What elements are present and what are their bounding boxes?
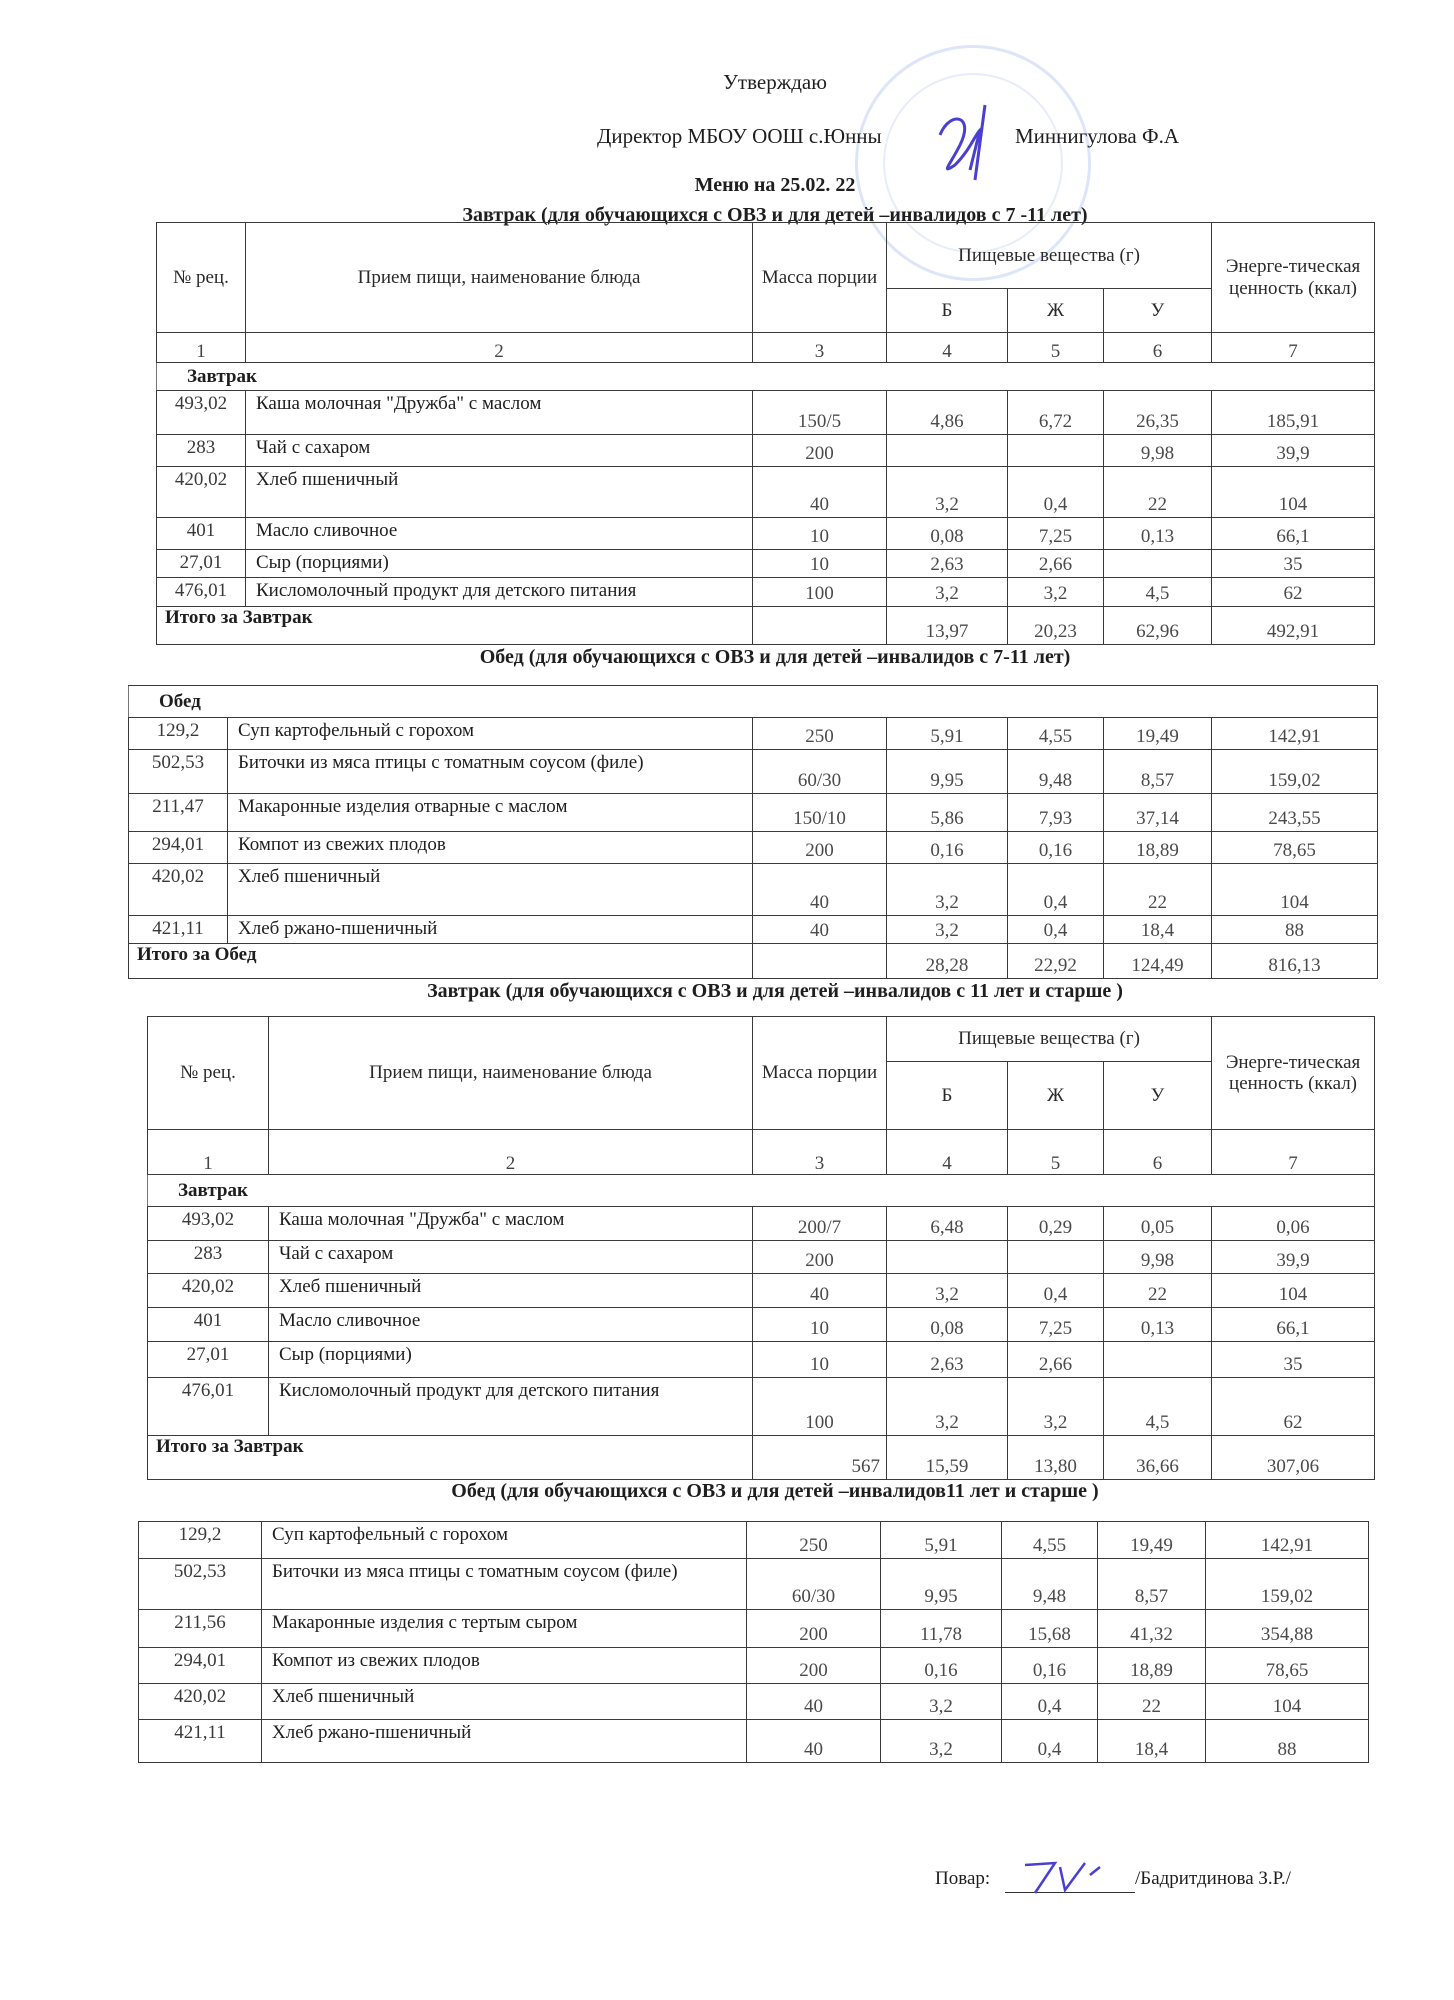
recipe-code: 211,47 xyxy=(129,794,228,832)
energy: 354,88 xyxy=(1206,1610,1369,1648)
header-fat: Ж xyxy=(1008,1062,1104,1130)
carbs: 4,5 xyxy=(1104,578,1212,607)
portion-mass: 250 xyxy=(753,718,887,750)
energy: 66,1 xyxy=(1212,518,1375,550)
dish-name: Кисломолочный продукт для детского питания xyxy=(246,578,753,607)
portion-mass: 40 xyxy=(747,1684,881,1720)
column-index: 2 xyxy=(269,1130,753,1175)
total-fat: 20,23 xyxy=(1008,607,1104,645)
carbs: 37,14 xyxy=(1104,794,1212,832)
fat: 9,48 xyxy=(1002,1559,1098,1610)
recipe-code: 129,2 xyxy=(139,1522,262,1559)
energy: 142,91 xyxy=(1206,1522,1369,1559)
total-energy: 492,91 xyxy=(1212,607,1375,645)
protein: 2,63 xyxy=(887,550,1008,578)
dish-name: Компот из свежих плодов xyxy=(228,832,753,864)
header-nutrients: Пищевые вещества (г) xyxy=(887,223,1212,289)
protein: 3,2 xyxy=(887,864,1008,916)
carbs: 18,89 xyxy=(1098,1648,1206,1684)
protein: 6,48 xyxy=(887,1207,1008,1241)
portion-mass: 200 xyxy=(753,435,887,467)
header-carbs: У xyxy=(1104,1062,1212,1130)
energy: 159,02 xyxy=(1212,750,1378,794)
table-row xyxy=(139,1559,1369,1610)
column-index: 5 xyxy=(1008,1130,1104,1175)
table-row xyxy=(129,794,1378,832)
table-row xyxy=(157,550,1375,578)
fat xyxy=(1008,1241,1104,1274)
section-row xyxy=(129,686,1378,718)
portion-mass: 40 xyxy=(753,467,887,518)
energy: 104 xyxy=(1212,1274,1375,1308)
recipe-code: 27,01 xyxy=(157,550,246,578)
energy: 243,55 xyxy=(1212,794,1378,832)
energy: 88 xyxy=(1206,1720,1369,1763)
total-energy: 307,06 xyxy=(1212,1436,1375,1480)
carbs: 0,13 xyxy=(1104,1308,1212,1342)
protein: 0,08 xyxy=(887,1308,1008,1342)
table-row xyxy=(129,864,1378,916)
header-code: № рец. xyxy=(157,223,246,333)
protein: 3,2 xyxy=(881,1720,1002,1763)
header-nutrients: Пищевые вещества (г) xyxy=(887,1017,1212,1062)
header-protein: Б xyxy=(887,289,1008,333)
portion-mass: 150/10 xyxy=(753,794,887,832)
total-mass xyxy=(753,944,887,979)
fat: 15,68 xyxy=(1002,1610,1098,1648)
total-energy: 816,13 xyxy=(1212,944,1378,979)
table-row xyxy=(139,1648,1369,1684)
total-fat: 22,92 xyxy=(1008,944,1104,979)
protein: 5,91 xyxy=(881,1522,1002,1559)
total-row xyxy=(148,1436,1375,1480)
carbs xyxy=(1104,1342,1212,1378)
recipe-code: 476,01 xyxy=(148,1378,269,1436)
protein: 2,63 xyxy=(887,1342,1008,1378)
carbs: 4,5 xyxy=(1104,1378,1212,1436)
fat: 0,29 xyxy=(1008,1207,1104,1241)
dish-name: Хлеб пшеничный xyxy=(228,864,753,916)
approve-label: Утверждаю xyxy=(723,70,827,94)
protein: 9,95 xyxy=(881,1559,1002,1610)
total-fat: 13,80 xyxy=(1008,1436,1104,1480)
director-signature-icon xyxy=(930,95,1010,185)
energy: 35 xyxy=(1212,550,1375,578)
total-row xyxy=(157,607,1375,645)
total-label: Итого за Завтрак xyxy=(157,607,753,645)
fat: 2,66 xyxy=(1008,1342,1104,1378)
fat: 4,55 xyxy=(1008,718,1104,750)
section-label: Завтрак xyxy=(148,1175,1375,1207)
column-index-row xyxy=(148,1130,1375,1175)
recipe-code: 476,01 xyxy=(157,578,246,607)
dish-name: Хлеб ржано-пшеничный xyxy=(228,916,753,944)
dish-name: Сыр (порциями) xyxy=(246,550,753,578)
fat: 3,2 xyxy=(1008,1378,1104,1436)
portion-mass: 10 xyxy=(753,550,887,578)
recipe-code: 129,2 xyxy=(129,718,228,750)
fat: 0,4 xyxy=(1008,916,1104,944)
header-dish: Прием пищи, наименование блюда xyxy=(246,223,753,333)
protein: 5,86 xyxy=(887,794,1008,832)
section-label: Обед xyxy=(129,686,1378,718)
dish-name: Хлеб пшеничный xyxy=(269,1274,753,1308)
recipe-code: 420,02 xyxy=(148,1274,269,1308)
portion-mass: 200 xyxy=(753,1241,887,1274)
energy: 104 xyxy=(1212,864,1378,916)
fat: 0,4 xyxy=(1002,1720,1098,1763)
portion-mass: 100 xyxy=(753,1378,887,1436)
section-label: Завтрак xyxy=(157,363,1375,391)
menu-table xyxy=(138,1521,1369,1763)
energy: 62 xyxy=(1212,1378,1375,1436)
fat: 0,4 xyxy=(1008,864,1104,916)
carbs: 19,49 xyxy=(1098,1522,1206,1559)
table-row xyxy=(139,1684,1369,1720)
menu-table xyxy=(147,1016,1375,1480)
protein: 3,2 xyxy=(887,578,1008,607)
column-index: 1 xyxy=(157,333,246,363)
menu-table xyxy=(128,685,1378,979)
recipe-code: 283 xyxy=(148,1241,269,1274)
dish-name: Масло сливочное xyxy=(269,1308,753,1342)
protein: 3,2 xyxy=(887,1274,1008,1308)
director-label: Директор МБОУ ООШ с.Юнны xyxy=(597,124,882,148)
total-label: Итого за Завтрак xyxy=(148,1436,753,1480)
table-row xyxy=(148,1274,1375,1308)
energy: 39,9 xyxy=(1212,1241,1375,1274)
column-index: 5 xyxy=(1008,333,1104,363)
portion-mass: 10 xyxy=(753,1308,887,1342)
energy: 78,65 xyxy=(1212,832,1378,864)
fat: 7,25 xyxy=(1008,1308,1104,1342)
recipe-code: 401 xyxy=(157,518,246,550)
column-index: 4 xyxy=(887,333,1008,363)
dish-name: Кисломолочный продукт для детского питания xyxy=(269,1378,753,1436)
carbs xyxy=(1104,550,1212,578)
cook-signature-icon xyxy=(1015,1855,1125,1900)
protein: 3,2 xyxy=(887,467,1008,518)
carbs: 8,57 xyxy=(1104,750,1212,794)
protein xyxy=(887,1241,1008,1274)
cook-label: Повар: xyxy=(935,1868,991,1889)
section-row xyxy=(157,363,1375,391)
carbs: 18,4 xyxy=(1098,1720,1206,1763)
fat: 0,4 xyxy=(1008,467,1104,518)
column-index: 4 xyxy=(887,1130,1008,1175)
column-index: 6 xyxy=(1104,1130,1212,1175)
dish-name: Хлеб пшеничный xyxy=(262,1684,747,1720)
fat: 7,93 xyxy=(1008,794,1104,832)
header-energy: Энерге-тическая ценность (ккал) xyxy=(1212,1017,1375,1130)
table-row xyxy=(129,832,1378,864)
portion-mass: 40 xyxy=(753,1274,887,1308)
carbs: 9,98 xyxy=(1104,1241,1212,1274)
dish-name: Сыр (порциями) xyxy=(269,1342,753,1378)
protein: 9,95 xyxy=(887,750,1008,794)
header-fat: Ж xyxy=(1008,289,1104,333)
table-row xyxy=(148,1207,1375,1241)
protein: 3,2 xyxy=(881,1684,1002,1720)
table-row xyxy=(139,1522,1369,1559)
table-row xyxy=(157,467,1375,518)
menu-table xyxy=(156,222,1375,645)
portion-mass: 200 xyxy=(747,1610,881,1648)
recipe-code: 211,56 xyxy=(139,1610,262,1648)
column-index: 3 xyxy=(753,333,887,363)
energy: 104 xyxy=(1212,467,1375,518)
table-row xyxy=(148,1378,1375,1436)
dish-name: Суп картофельный с горохом xyxy=(262,1522,747,1559)
portion-mass: 150/5 xyxy=(753,391,887,435)
column-index: 6 xyxy=(1104,333,1212,363)
fat: 0,4 xyxy=(1002,1684,1098,1720)
energy: 104 xyxy=(1206,1684,1369,1720)
energy: 88 xyxy=(1212,916,1378,944)
fat: 0,16 xyxy=(1008,832,1104,864)
recipe-code: 420,02 xyxy=(129,864,228,916)
dish-name: Суп картофельный с горохом xyxy=(228,718,753,750)
cook-name: /Бадритдинова З.Р./ xyxy=(1135,1868,1291,1889)
protein: 4,86 xyxy=(887,391,1008,435)
energy: 62 xyxy=(1212,578,1375,607)
dish-name: Биточки из мяса птицы с томатным соусом (филе) xyxy=(228,750,753,794)
header-row xyxy=(157,223,1375,289)
dish-name: Чай с сахаром xyxy=(246,435,753,467)
director-name: Миннигулова Ф.А xyxy=(1015,124,1180,148)
total-mass xyxy=(753,607,887,645)
recipe-code: 502,53 xyxy=(139,1559,262,1610)
fat: 0,16 xyxy=(1002,1648,1098,1684)
total-protein: 13,97 xyxy=(887,607,1008,645)
protein: 5,91 xyxy=(887,718,1008,750)
table-row xyxy=(129,750,1378,794)
total-mass: 567 xyxy=(753,1436,887,1480)
header-dish: Прием пищи, наименование блюда xyxy=(269,1017,753,1130)
total-carbs: 62,96 xyxy=(1104,607,1212,645)
table-title: Обед (для обучающихся с ОВЗ и для детей –инвалидов11 лет и старше ) xyxy=(451,1480,1099,1502)
table-row xyxy=(139,1720,1369,1763)
fat: 9,48 xyxy=(1008,750,1104,794)
total-carbs: 36,66 xyxy=(1104,1436,1212,1480)
recipe-code: 493,02 xyxy=(148,1207,269,1241)
carbs: 18,4 xyxy=(1104,916,1212,944)
fat: 3,2 xyxy=(1008,578,1104,607)
carbs: 22 xyxy=(1098,1684,1206,1720)
carbs: 8,57 xyxy=(1098,1559,1206,1610)
table-title: Завтрак (для обучающихся с ОВЗ и для детей –инвалидов с 7 -11 лет) xyxy=(462,204,1088,226)
energy: 142,91 xyxy=(1212,718,1378,750)
energy: 66,1 xyxy=(1212,1308,1375,1342)
energy: 185,91 xyxy=(1212,391,1375,435)
carbs: 18,89 xyxy=(1104,832,1212,864)
table-row xyxy=(157,391,1375,435)
energy: 39,9 xyxy=(1212,435,1375,467)
column-index: 2 xyxy=(246,333,753,363)
table-title: Обед (для обучающихся с ОВЗ и для детей –инвалидов с 7-11 лет) xyxy=(479,646,1071,668)
table-row xyxy=(157,578,1375,607)
portion-mass: 10 xyxy=(753,518,887,550)
protein: 0,16 xyxy=(881,1648,1002,1684)
table-row xyxy=(148,1241,1375,1274)
energy: 35 xyxy=(1212,1342,1375,1378)
dish-name: Биточки из мяса птицы с томатным соусом (филе) xyxy=(262,1559,747,1610)
table-row xyxy=(148,1342,1375,1378)
recipe-code: 420,02 xyxy=(139,1684,262,1720)
protein: 0,16 xyxy=(887,832,1008,864)
recipe-code: 27,01 xyxy=(148,1342,269,1378)
recipe-code: 421,11 xyxy=(129,916,228,944)
protein: 11,78 xyxy=(881,1610,1002,1648)
header-energy: Энерге-тическая ценность (ккал) xyxy=(1212,223,1375,333)
column-index: 3 xyxy=(753,1130,887,1175)
portion-mass: 200 xyxy=(747,1648,881,1684)
carbs: 22 xyxy=(1104,1274,1212,1308)
dish-name: Компот из свежих плодов xyxy=(262,1648,747,1684)
column-index: 1 xyxy=(148,1130,269,1175)
carbs: 19,49 xyxy=(1104,718,1212,750)
carbs: 9,98 xyxy=(1104,435,1212,467)
portion-mass: 40 xyxy=(747,1720,881,1763)
portion-mass: 60/30 xyxy=(747,1559,881,1610)
dish-name: Чай с сахаром xyxy=(269,1241,753,1274)
carbs: 26,35 xyxy=(1104,391,1212,435)
table-row xyxy=(139,1610,1369,1648)
portion-mass: 250 xyxy=(747,1522,881,1559)
dish-name: Макаронные изделия с тертым сыром xyxy=(262,1610,747,1648)
recipe-code: 294,01 xyxy=(129,832,228,864)
recipe-code: 493,02 xyxy=(157,391,246,435)
table-row xyxy=(157,518,1375,550)
fat: 0,4 xyxy=(1008,1274,1104,1308)
header-mass: Масса порции xyxy=(753,1017,887,1130)
dish-name: Хлеб пшеничный xyxy=(246,467,753,518)
dish-name: Масло сливочное xyxy=(246,518,753,550)
fat xyxy=(1008,435,1104,467)
header-carbs: У xyxy=(1104,289,1212,333)
carbs: 22 xyxy=(1104,467,1212,518)
energy: 0,06 xyxy=(1212,1207,1375,1241)
header-code: № рец. xyxy=(148,1017,269,1130)
recipe-code: 420,02 xyxy=(157,467,246,518)
energy: 78,65 xyxy=(1206,1648,1369,1684)
recipe-code: 421,11 xyxy=(139,1720,262,1763)
portion-mass: 60/30 xyxy=(753,750,887,794)
fat: 7,25 xyxy=(1008,518,1104,550)
portion-mass: 10 xyxy=(753,1342,887,1378)
recipe-code: 502,53 xyxy=(129,750,228,794)
energy: 159,02 xyxy=(1206,1559,1369,1610)
carbs: 22 xyxy=(1104,864,1212,916)
column-index-row xyxy=(157,333,1375,363)
recipe-code: 283 xyxy=(157,435,246,467)
dish-name: Каша молочная "Дружба" с маслом xyxy=(269,1207,753,1241)
table-row xyxy=(157,435,1375,467)
dish-name: Хлеб ржано-пшеничный xyxy=(262,1720,747,1763)
recipe-code: 294,01 xyxy=(139,1648,262,1684)
protein xyxy=(887,435,1008,467)
table-row xyxy=(129,718,1378,750)
portion-mass: 100 xyxy=(753,578,887,607)
dish-name: Макаронные изделия отварные с маслом xyxy=(228,794,753,832)
table-row xyxy=(148,1308,1375,1342)
portion-mass: 200/7 xyxy=(753,1207,887,1241)
protein: 3,2 xyxy=(887,1378,1008,1436)
carbs: 41,32 xyxy=(1098,1610,1206,1648)
dish-name: Каша молочная "Дружба" с маслом xyxy=(246,391,753,435)
carbs: 0,05 xyxy=(1104,1207,1212,1241)
portion-mass: 200 xyxy=(753,832,887,864)
table-title: Завтрак (для обучающихся с ОВЗ и для детей –инвалидов с 11 лет и старше ) xyxy=(427,980,1123,1002)
column-index: 7 xyxy=(1212,1130,1375,1175)
total-protein: 15,59 xyxy=(887,1436,1008,1480)
total-row xyxy=(129,944,1378,979)
section-row xyxy=(148,1175,1375,1207)
header-protein: Б xyxy=(887,1062,1008,1130)
portion-mass: 40 xyxy=(753,916,887,944)
table-row xyxy=(129,916,1378,944)
total-label: Итого за Обед xyxy=(129,944,753,979)
header-mass: Масса порции xyxy=(753,223,887,333)
fat: 4,55 xyxy=(1002,1522,1098,1559)
fat: 2,66 xyxy=(1008,550,1104,578)
column-index: 7 xyxy=(1212,333,1375,363)
carbs: 0,13 xyxy=(1104,518,1212,550)
protein: 0,08 xyxy=(887,518,1008,550)
total-carbs: 124,49 xyxy=(1104,944,1212,979)
fat: 6,72 xyxy=(1008,391,1104,435)
recipe-code: 401 xyxy=(148,1308,269,1342)
header-row xyxy=(148,1017,1375,1062)
protein: 3,2 xyxy=(887,916,1008,944)
portion-mass: 40 xyxy=(753,864,887,916)
menu-date: Меню на 25.02. 22 xyxy=(694,174,856,196)
total-protein: 28,28 xyxy=(887,944,1008,979)
